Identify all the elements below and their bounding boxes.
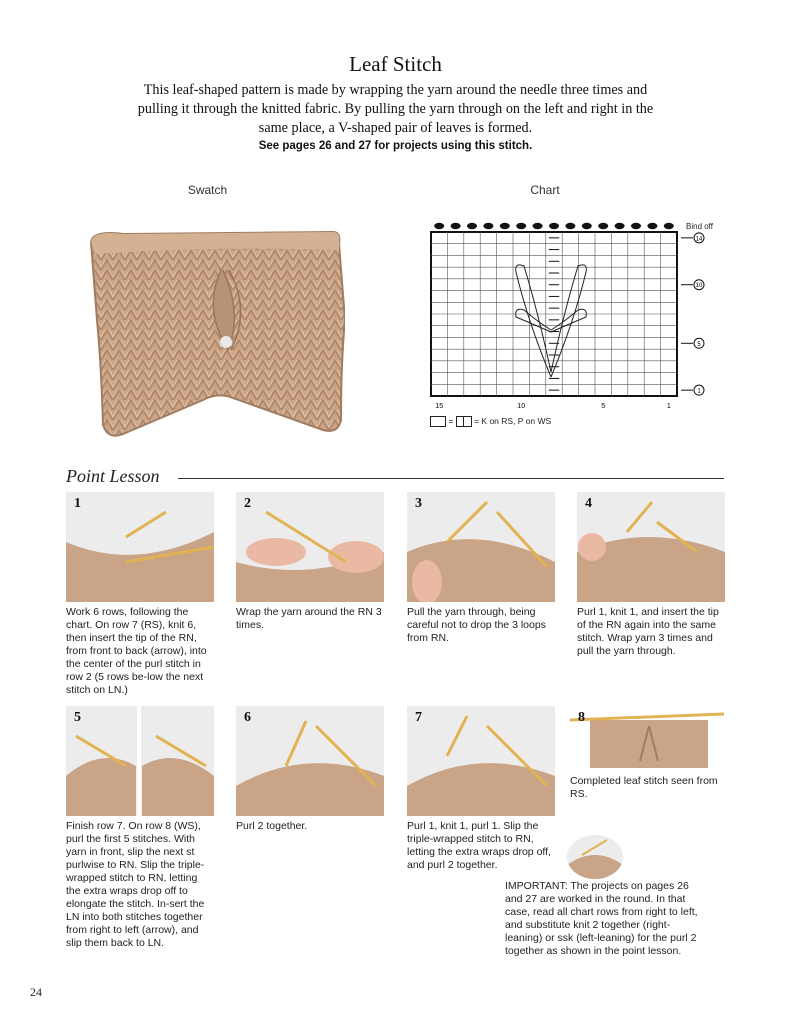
step-5-caption: Finish row 7. On row 8 (WS), purl the first 5 stitches. With yarn in front, slip the next st purlwise to RN. Slip the triple-wrapped stitch to RN, letting the extra wraps drop off to elongate the stitch. In-sert the LN into both stitches together from right to left (arrow), and slip them back to LN. — [66, 820, 205, 949]
intro-text: This leaf-shaped pattern is made by wrapping the yarn around the needle three times and pulling it through the knitted fabric. By pulling the yarn through on the left and right in the same place, a V-shaped pair of leaves is formed. — [137, 82, 654, 136]
step-4-caption: Purl 1, knit 1, and insert the tip of the RN again into the same stitch. Wrap yarn 3 times and pull the yarn through. — [577, 606, 719, 657]
legend-equals: = — [448, 416, 454, 426]
step-number: 8 — [578, 710, 585, 725]
knit-purl-symbol-icon — [456, 416, 472, 427]
heading-rule — [178, 478, 724, 479]
step-6-caption: Purl 2 together. — [236, 820, 308, 832]
column-label: 1 — [666, 403, 671, 410]
step-1-photo — [66, 492, 214, 602]
bind-off-row — [434, 223, 674, 229]
column-label: 15 — [435, 403, 444, 410]
stitch-chart — [428, 222, 728, 434]
bind-off-dot — [533, 223, 543, 229]
column-label: 10 — [517, 403, 526, 410]
step-7-caption: Purl 1, knit 1, purl 1. Slip the triple-wrapped stitch to RN, letting the extra wraps drop off, and purl 2 together. — [407, 820, 551, 871]
step-number: 4 — [585, 496, 592, 511]
step-5-photo — [66, 706, 214, 816]
step-4-photo — [577, 492, 725, 602]
step-3-photo — [407, 492, 555, 602]
bind-off-dot — [664, 223, 674, 229]
step-6-photo — [236, 706, 384, 816]
bind-off-dot — [647, 223, 657, 229]
chart-legend — [430, 416, 630, 430]
page-title: Leaf Stitch — [349, 52, 442, 76]
step-7-photo — [407, 706, 555, 816]
swatch-photo — [83, 220, 345, 442]
inset-photo — [567, 835, 623, 879]
bind-off-label: Bind off — [686, 222, 713, 231]
chart-label: Chart — [530, 183, 560, 197]
bind-off-dot — [615, 223, 625, 229]
row-marker-label: 5 — [697, 341, 701, 348]
bind-off-dot — [549, 223, 559, 229]
step-number: 6 — [244, 710, 251, 725]
step-number: 7 — [415, 710, 422, 725]
bind-off-dot — [434, 223, 444, 229]
step-number: 3 — [415, 496, 422, 511]
page-number: 24 — [30, 985, 42, 999]
row-marker-label: 1 — [697, 388, 701, 395]
step-2-photo — [236, 492, 384, 602]
bind-off-dot — [631, 223, 641, 229]
see-pages-note: See pages 26 and 27 for projects using this stitch. — [258, 140, 533, 152]
bind-off-dot — [451, 223, 461, 229]
step-1-caption: Work 6 rows, following the chart. On row 7 (RS), knit 6, then insert the tip of the RN, from front to back (arrow), into the center of the purl stitch in row 2 (5 rows be-low the next stitch on LN.) — [66, 606, 207, 696]
row-marker-label: 14 — [695, 236, 703, 243]
step-8-caption: Completed leaf stitch seen from RS. — [570, 775, 718, 800]
bind-off-dot — [565, 223, 575, 229]
step-number: 1 — [74, 496, 81, 511]
row-marker — [681, 233, 704, 243]
bind-off-dot — [483, 223, 493, 229]
swatch-label: Swatch — [187, 183, 228, 197]
step-3-caption: Pull the yarn through, being careful not to drop the 3 loops from RN. — [407, 606, 546, 644]
bind-off-dot — [467, 223, 477, 229]
row-marker — [681, 338, 704, 348]
bind-off-dot — [516, 223, 526, 229]
bind-off-dot — [500, 223, 510, 229]
step-number: 5 — [74, 710, 81, 725]
point-lesson-heading: Point Lesson — [66, 466, 160, 486]
column-label: 5 — [601, 403, 606, 410]
important-note: IMPORTANT: The projects on pages 26 and 27 are worked in the round. In that case, read all chart rows from right to left, and substitute knit 2 together (right-leaning) or ssk (left-leaning) for the purl 2 together as shown in the point lesson. — [505, 880, 698, 957]
row-marker — [681, 280, 704, 290]
bind-off-dot — [582, 223, 592, 229]
bind-off-dot — [598, 223, 608, 229]
step-number: 2 — [244, 496, 251, 511]
row-marker-label: 10 — [695, 283, 703, 290]
row-marker — [681, 385, 704, 395]
knit-symbol-icon — [430, 416, 446, 427]
legend-text: = K on RS, P on WS — [474, 416, 552, 426]
step-2-caption: Wrap the yarn around the RN 3 times. — [236, 606, 382, 631]
step-8-photo — [570, 706, 724, 772]
